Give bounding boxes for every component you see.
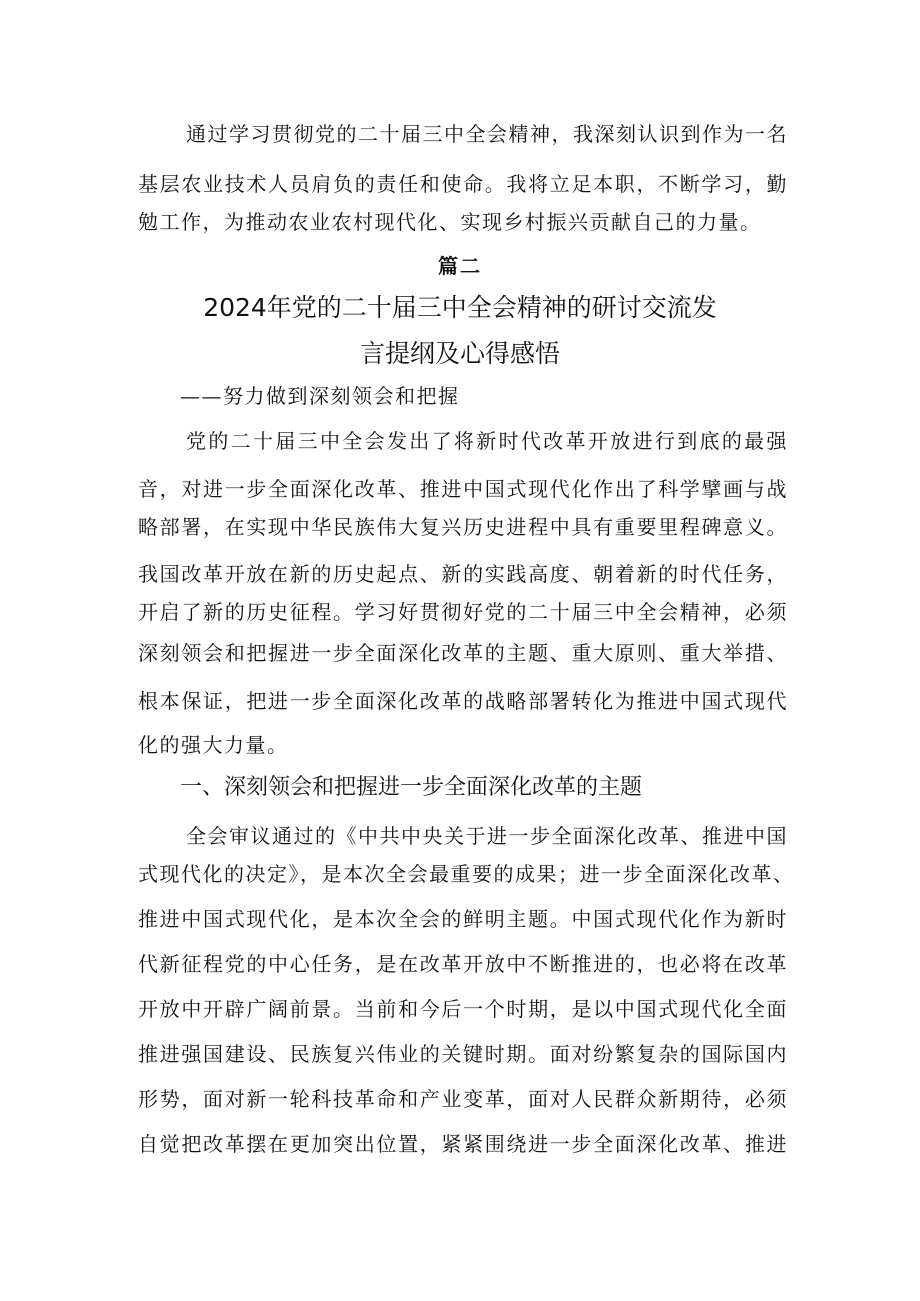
- paragraph-line: 党的二十届三中全会发出了将新时代改革开放进行到底的最强: [186, 429, 788, 453]
- paragraph-line: 略部署，在实现中华民族伟大复兴历史进程中具有重要里程碑意义。: [138, 515, 788, 539]
- paragraph-line: 推进强国建设、民族复兴伟业的关键时期。面对纷繁复杂的国际国内: [138, 1042, 788, 1066]
- document-title-line: 言提纲及心得感悟: [359, 339, 560, 368]
- paragraph-line: 全会审议通过的《中共中央关于进一步全面深化改革、推进中国: [186, 824, 788, 848]
- paragraph-line: 形势，面对新一轮科技革命和产业变革，面对人民群众新期待，必须: [138, 1087, 788, 1111]
- paragraph-line: 代新征程党的中心任务，是在改革开放中不断推进的，也必将在改革: [138, 952, 788, 976]
- intro-paragraph-line: 基层农业技术人员肩负的责任和使命。我将立足本职，不断学习，勤: [138, 172, 788, 196]
- paragraph-line: 深刻领会和把握进一步全面深化改革的主题、重大原则、重大举措、: [138, 641, 788, 665]
- paragraph-line: 开放中开辟广阔前景。当前和今后一个时期，是以中国式现代化全面: [138, 997, 788, 1021]
- paragraph-line: 化的强大力量。: [138, 733, 289, 757]
- document-subtitle: ——努力做到深刻领会和把握: [180, 384, 460, 408]
- paragraph-line: 音，对进一步全面深化改革、推进中国式现代化作出了科学擘画与战: [138, 477, 788, 501]
- section-label: 篇二: [438, 254, 482, 278]
- paragraph-line: 自觉把改革摆在更加突出位置，紧紧围绕进一步全面深化改革、推进: [138, 1132, 788, 1156]
- intro-paragraph-line: 通过学习贯彻党的二十届三中全会精神，我深刻认识到作为一名: [186, 122, 788, 146]
- paragraph-line: 我国改革开放在新的历史起点、新的实践高度、朝着新的时代任务，: [138, 562, 788, 586]
- intro-paragraph-line: 勉工作，为推动农业农村现代化、实现乡村振兴贡献自己的力量。: [138, 210, 762, 234]
- paragraph-line: 推进中国式现代化，是本次全会的鲜明主题。中国式现代化作为新时: [138, 907, 788, 931]
- document-title-line: 2024年党的二十届三中全会精神的研讨交流发: [203, 293, 717, 322]
- paragraph-line: 式现代化的决定》，是本次全会最重要的成果；进一步全面深化改革、: [138, 862, 795, 886]
- paragraph-line: 根本保证，把进一步全面深化改革的战略部署转化为推进中国式现代: [138, 689, 788, 713]
- paragraph-line: 开启了新的历史征程。学习好贯彻好党的二十届三中全会精神，必须: [138, 600, 788, 624]
- section-heading: 一、深刻领会和把握进一步全面深化改革的主题: [180, 775, 643, 800]
